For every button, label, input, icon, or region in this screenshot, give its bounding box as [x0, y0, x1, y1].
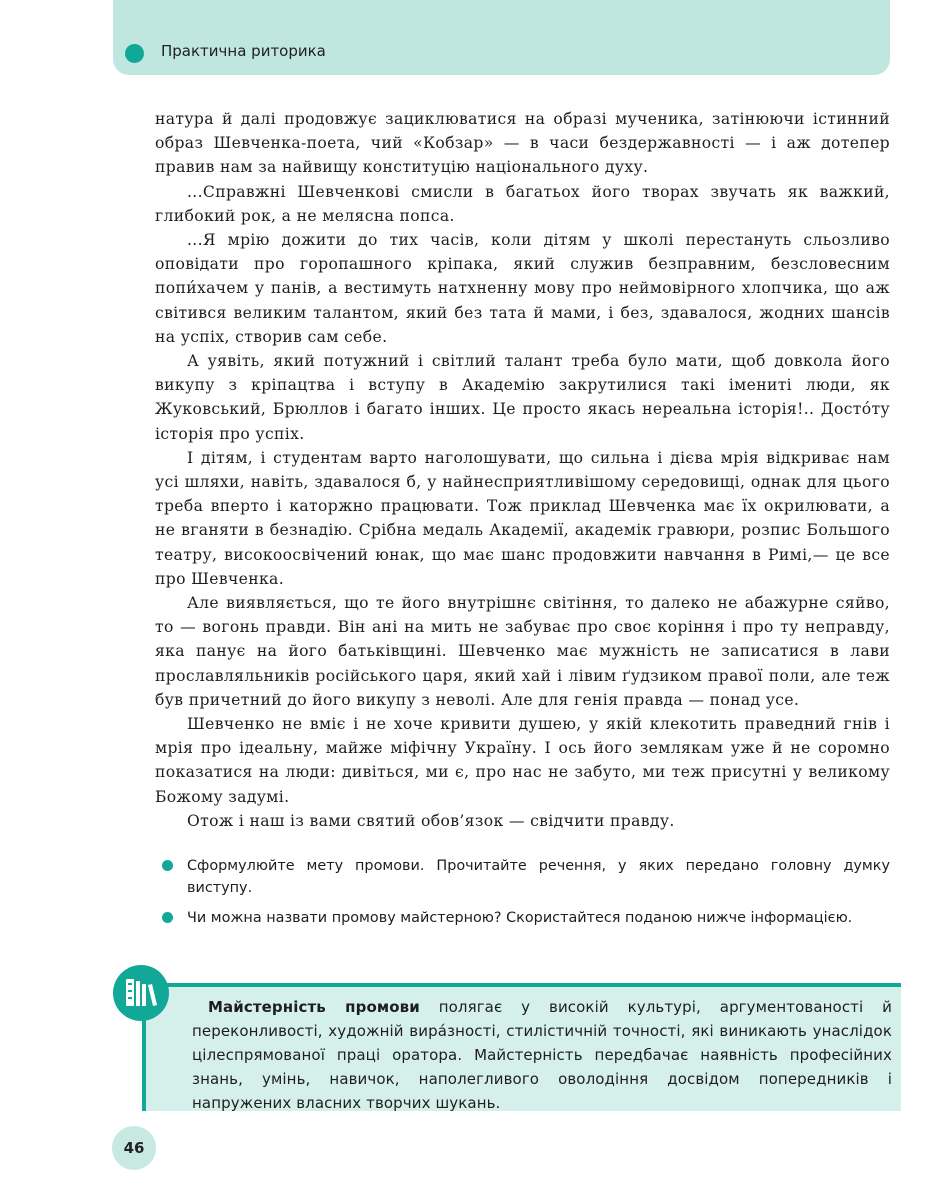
section-title: Практична риторика	[161, 42, 326, 60]
info-box	[142, 983, 901, 1111]
paragraph: ...Справжні Шевченкові смисли в багатьох його творах звучать як важкий, глибокий рок, а не мелясна попса.	[155, 182, 890, 225]
info-definition: полягає у високій культурі, аргументованості й переконливості, художній вира́зності, стилістичній точності, які виникають унаслідок цілеспрямованої праці оратора. Майстерність передбачає наявність професійних знань, умінь, навичок, наполегливого оволодіння досвідом попередників і напружених власних творчих шукань.	[192, 998, 892, 1112]
books-icon	[113, 965, 169, 1021]
questions-list	[160, 855, 890, 937]
question-text: Чи можна назвати промову майстерною? Скористайтеся поданою нижче інформацією.	[187, 910, 853, 926]
header-bullet-icon	[125, 44, 144, 63]
paragraph: І дітям, і студентам варто наголошувати, що сильна і дієва мрія відкриває нам усі шляхи, навіть, здавалося б, у найнесприятливішому середовищі, однак для цього треба вперто і каторжно працювати. Тож приклад Шевченка має їх окрилювати, а не вганяти в безнадію. Срібна медаль Академії, академік гравюри, розпис Большого театру, високоосвічений юнак, що має шанс продовжити навчання в Римі,— це все про Шевченка.	[155, 448, 890, 588]
bullet-icon	[162, 912, 173, 923]
question-text: Сформулюйте мету промови. Прочитайте речення, у яких передано головну думку виступу.	[187, 858, 890, 896]
page-header	[113, 0, 890, 75]
question-item	[160, 855, 890, 899]
info-text	[192, 995, 892, 1115]
paragraph: Але виявляється, що те його внутрішнє світіння, то далеко не абажурне сяйво, то — вогонь правди. Він ані на мить не забуває про своє коріння і про ту неправду, яка панує на його батьківщині. Шевченко має мужність не записатися в лави прославляльників російського царя, який хай і лівим ґудзиком правої поли, але теж був причетний до його викупу з неволі. Але для генія правда — понад усе.	[155, 594, 890, 709]
paragraph: Шевченко не вміє і не хоче кривити душею, у якій клекотить праведний гнів і мрія про ідеальну, майже міфічну Україну. І ось його землякам уже й не соромно показатися на люди: дивіться, ми є, про нас не забуто, ми теж присутні у великому Божому задумі.	[155, 715, 890, 806]
info-term: Майстерність промови	[208, 998, 420, 1016]
page-number: 46	[112, 1126, 156, 1170]
paragraph: ...Я мрію дожити до тих часів, коли дітям у школі перестануть сльозливо оповідати про горопашного кріпака, який служив безправним, безсловесним попи́хачем у панів, а вестимуть натхненну мову про неймовірного хлопчика, що аж світився великим талантом, який без тата й мами, і без, здавалося, жодних шансів на успіх, створив сам себе.	[155, 231, 890, 346]
speech-text	[155, 107, 890, 833]
paragraph: А уявіть, який потужний і світлий талант треба було мати, щоб довкола його викупу з кріпацтва і вступу в Академію закрутилися такі імениті люди, як Жуковський, Брюллов і багато інших. Це просто якась нереальна історія!.. Досто́ту історія про успіх.	[155, 352, 890, 443]
bullet-icon	[162, 860, 173, 871]
question-item	[160, 907, 890, 929]
paragraph: натура й далі продовжує зациклюватися на образі мученика, затінюючи істинний образ Шевченка-поета, чий «Кобзар» — в часи бездержавності — і аж дотепер правив нам за найвищу конституцію національного духу.	[155, 110, 890, 177]
paragraph: Отож і наш із вами святий обов’язок — свідчити правду.	[187, 811, 675, 830]
